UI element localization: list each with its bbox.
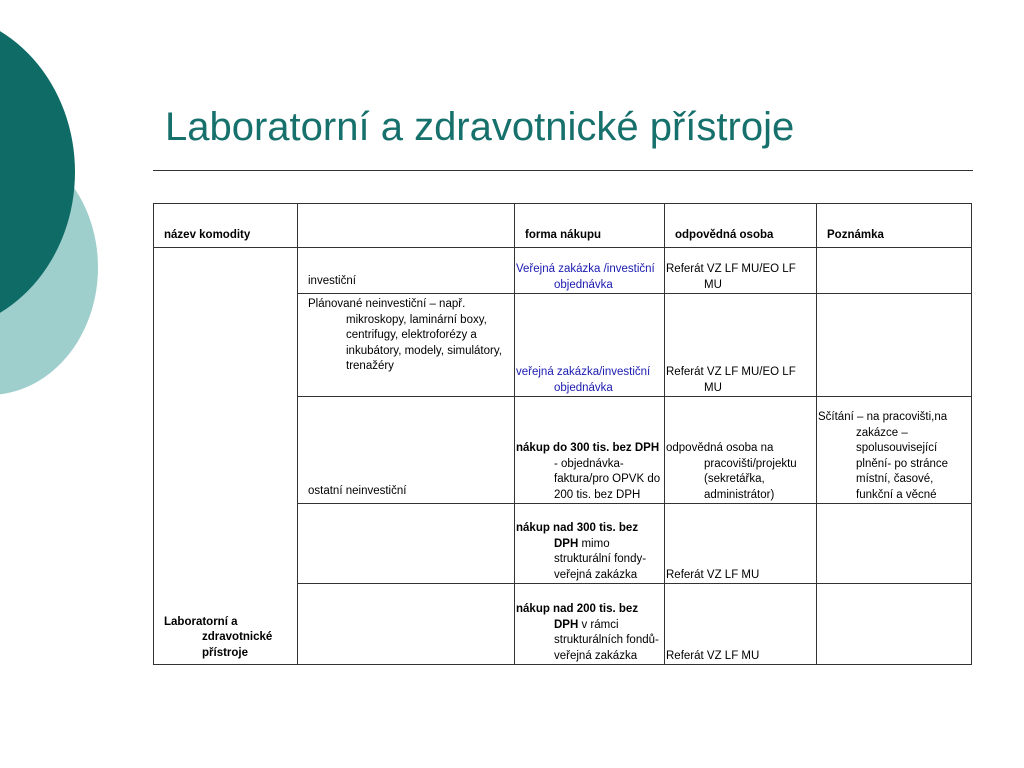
header-empty (298, 204, 515, 248)
commodity-label: Laboratorní a zdravotnické přístroje (164, 615, 273, 659)
person-text: Referát VZ LF MU (666, 649, 760, 662)
commodity-cell (154, 248, 298, 665)
person-text: odpovědná osoba na pracovišti/projektu (sekretářka, administrátor) (666, 442, 797, 501)
person-cell (665, 504, 817, 584)
note-text: Sčítání – na pracovišti,na zakázce – spolusouvisející plnění- po stránce místní, časové, funkční a věcné (818, 411, 949, 501)
header-note: Poznámka (817, 204, 972, 248)
person-cell (665, 397, 817, 504)
person-text: Referát VZ LF MU/EO LF MU (666, 366, 796, 394)
type-cell (298, 294, 515, 397)
form-text: Veřejná zakázka /investiční objednávka (516, 263, 655, 291)
person-cell (665, 248, 817, 294)
type-cell: ostatní neinvestiční (298, 397, 515, 504)
form-text: veřejná zakázka/investiční objednávka (516, 366, 651, 394)
table-row (154, 248, 972, 294)
note-cell (817, 248, 972, 294)
note-cell (817, 294, 972, 397)
form-bold-text: nákup nad 200 tis. bez DPH (516, 603, 639, 631)
form-bold-text: nákup do 300 tis. bez DPH (516, 442, 660, 454)
person-cell (665, 294, 817, 397)
person-text: Referát VZ LF MU (666, 568, 760, 581)
header-commodity: název komodity (154, 204, 298, 248)
type-cell (298, 584, 515, 665)
commodity-table (153, 203, 972, 665)
form-cell (515, 584, 665, 665)
slide-title: Laboratorní a zdravotnické přístroje (165, 105, 795, 149)
form-rest-text: v rámci strukturálních fondů- veřejná zakázka (554, 618, 659, 662)
note-cell (817, 584, 972, 665)
form-cell (515, 397, 665, 504)
form-cell (515, 294, 665, 397)
form-rest-text: mimo strukturální fondy- veřejná zakázka (554, 537, 647, 581)
form-cell (515, 248, 665, 294)
person-text: Referát VZ LF MU/EO LF MU (666, 263, 796, 291)
title-divider (153, 170, 973, 171)
form-bold-text: nákup nad 300 tis. bez DPH (516, 522, 639, 550)
note-cell (817, 504, 972, 584)
type-cell (298, 504, 515, 584)
table-header-row (154, 204, 972, 248)
type-text: Plánované neinvestiční – např. mikroskopy, laminární boxy, centrifugy, elektroforézy a inkubátory, modely, simulátory, trenažéry (308, 298, 502, 372)
form-cell (515, 504, 665, 584)
note-cell (817, 397, 972, 504)
header-purchase-form: forma nákupu (515, 204, 665, 248)
person-cell (665, 584, 817, 665)
header-responsible-person: odpovědná osoba (665, 204, 817, 248)
type-cell: investiční (298, 248, 515, 294)
form-rest-text: - objednávka- faktura/pro OPVK do 200 tis. bez DPH (554, 457, 661, 501)
